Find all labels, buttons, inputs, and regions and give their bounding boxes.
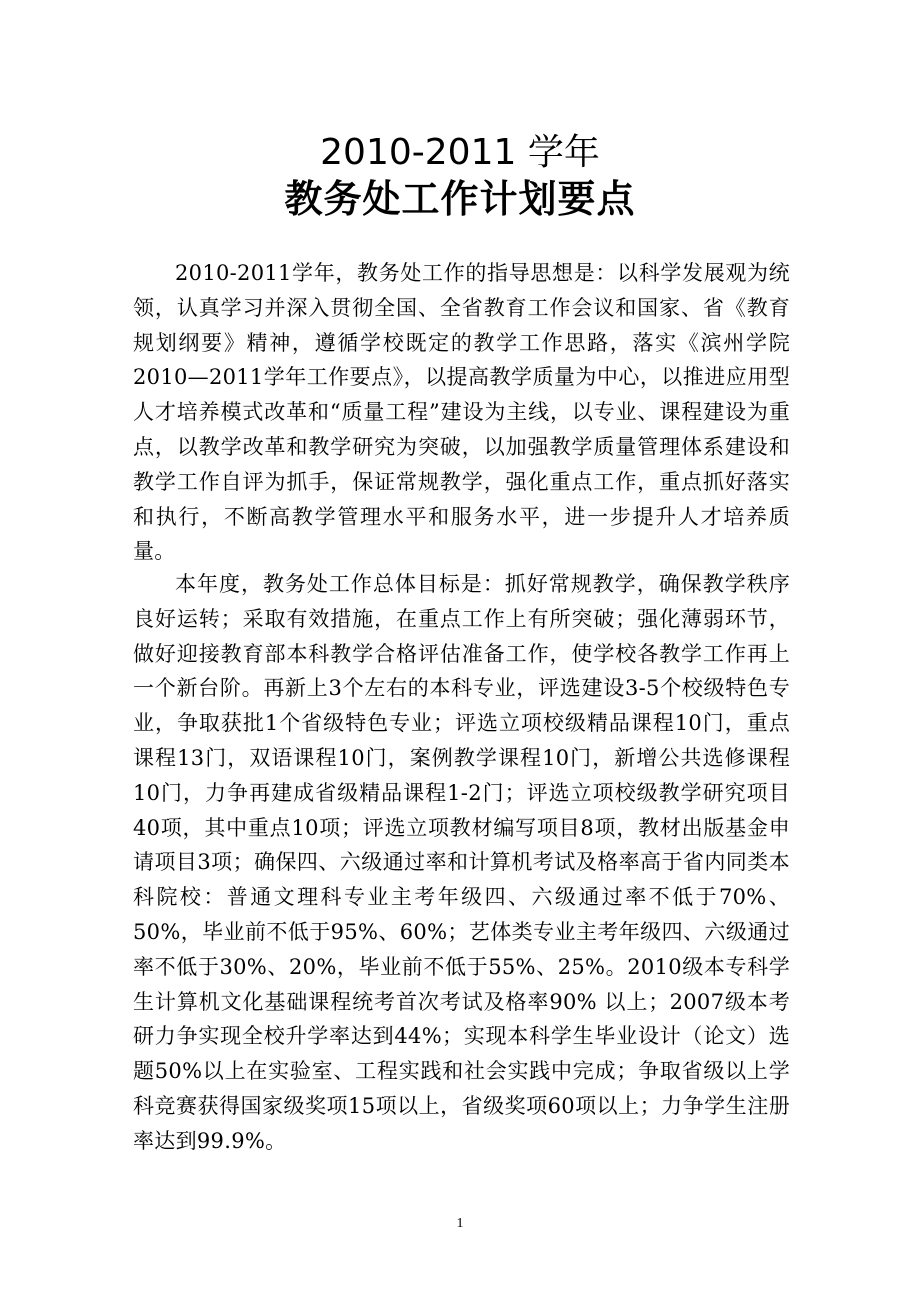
document-title-year: 2010-2011 学年 <box>320 132 600 173</box>
page-number: 1 <box>456 1216 464 1231</box>
document-title: 教务处工作计划要点 <box>284 177 636 221</box>
guiding-ideology-section <box>133 256 790 569</box>
paragraph-guiding-ideology: 2010-2011学年，教务处工作的指导思想是：以科学发展观为统领，认真学习并深入贯彻全国、全省教育工作会议和国家、省《教育规划纲要》精神，遵循学校既定的教学工作思路，落实《滨州学院2010—2011学年工作要点》，以提高教学质量为中心，以推进应用型人才培养模式改革和“质量工程”建设为主线，以专业、课程建设为重点，以教学改革和教学研究为突破，以加强教学质量管理体系建设和教学工作自评为抓手，保证常规教学，强化重点工作，重点抓好落实和执行，不断高教学管理水平和服务水平，进一步提升人才培养质量。 <box>133 261 790 564</box>
overall-goals-section <box>133 567 790 1159</box>
paragraph-overall-goals: 本年度，教务处工作总体目标是：抓好常规教学，确保教学秩序良好运转；采取有效措施，在重点工作上有所突破；强化薄弱环节，做好迎接教育部本科教学合格评估准备工作，使学校各教学工作再上一个新台阶。再新上3个左右的本科专业，评选建设3-5个校级特色专业，争取获批1个省级特色专业；评选立项校级精品课程10门，重点课程13门，双语课程10门，案例教学课程10门，新增公共选修课程10门，力争再建成省级精品课程1-2门；评选立项校级教学研究项目40项，其中重点10项；评选立项教材编写项目8项，教材出版基金申请项目3项；确保四、六级通过率和计算机考试及格率高于省内同类本科院校：普通文理科专业主考年级四、六级通过率不低于70%、50%，毕业前不低于95%、60%；艺体类专业主考年级四、六级通过率不低于30%、20%，毕业前不低于55%、25%。2010级本专科学生计算机文化基础课程统考首次考试及格率90% 以上；2007级本考研力争实现全校升学率达到44%；实现本科学生毕业设计（论文）选题50%以上在实验室、工程实践和社会实践中完成；争取省级以上学科竞赛获得国家级奖项15项以上，省级奖项60项以上；力争学生注册率达到99.9%。 <box>133 572 790 1153</box>
